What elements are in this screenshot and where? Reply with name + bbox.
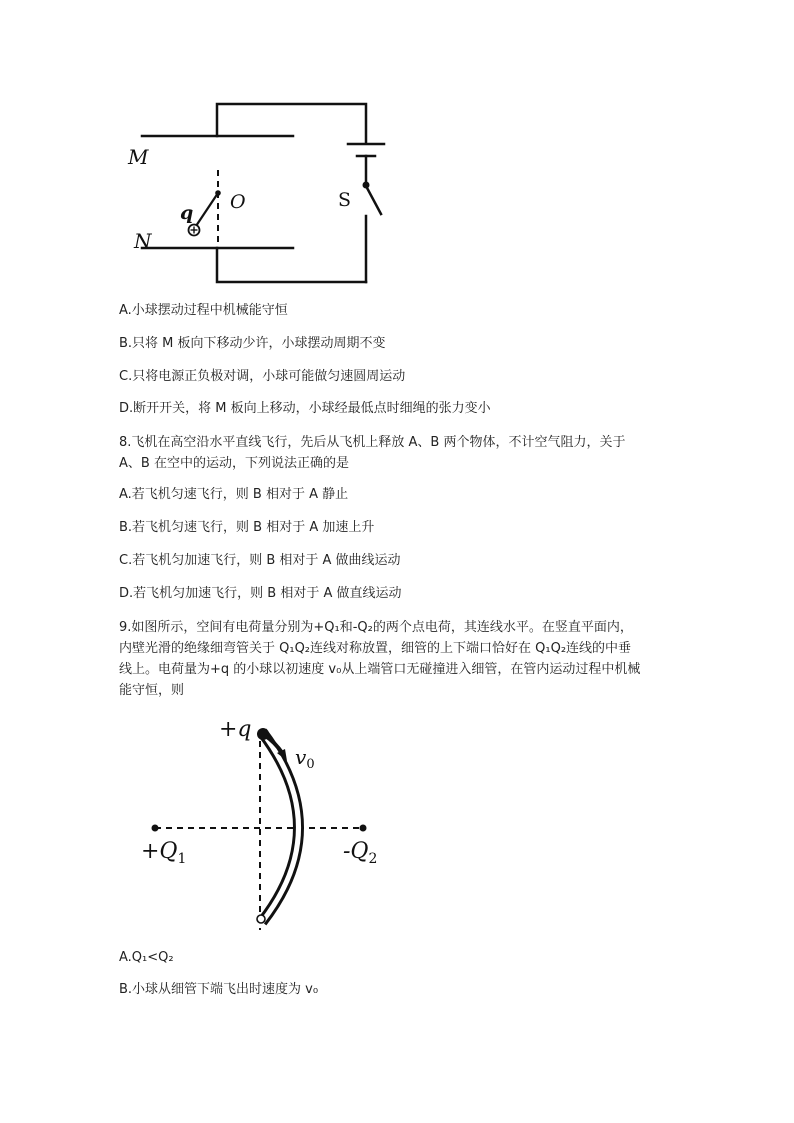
q7-option-a: A.小球摆动过程中机械能守恒: [119, 303, 288, 318]
q8-stem-line-1: 8.飞机在高空沿水平直线飞行，先后从飞机上释放 A、B 两个物体，不计空气阻力，关于: [119, 435, 626, 450]
q9-option-b: B.小球从细管下端飞出时速度为 v₀: [119, 982, 319, 997]
q8-stem-line-2: A、B 在空中的运动，下列说法正确的是: [119, 456, 349, 471]
label-plus-q: +q: [219, 717, 252, 742]
q7-option-c: C.只将电源正负极对调，小球可能做匀速圆周运动: [119, 369, 406, 384]
switch-blade: [366, 186, 381, 214]
switch-pivot: [363, 182, 370, 189]
q7-option-d: D.断开开关，将 M 板向上移动，小球经最低点时细绳的张力变小: [119, 401, 491, 416]
label-q: q: [180, 202, 194, 224]
tube-figure: [135, 712, 390, 937]
label-s: S: [338, 189, 352, 211]
label-o: O: [230, 191, 246, 213]
pendulum-string: [196, 193, 218, 226]
label-v0-sub: 0: [306, 757, 315, 772]
label-v0: v: [295, 745, 307, 769]
q9-stem: [119, 617, 679, 701]
q8-option-b: B.若飞机匀速飞行，则 B 相对于 A 加速上升: [119, 520, 375, 535]
charge-q2-point: [360, 825, 367, 832]
svg-text:v0: [295, 745, 315, 772]
label-q1: +Q: [141, 839, 178, 864]
q9-stem-line-1: 9.如图所示，空间有电荷量分别为+Q₁和-Q₂的两个点电荷，其连线水平。在竖直平面内，: [119, 620, 633, 635]
label-n: N: [134, 229, 152, 253]
charge-q1-point: [152, 825, 159, 832]
q9-stem-line-3: 线上。电荷量为+q 的小球以初速度 v₀从上端管口无碰撞进入细管，在管内运动过程中机械: [119, 662, 641, 677]
q8-option-a: A.若飞机匀速飞行，则 B 相对于 A 静止: [119, 487, 349, 502]
q8-stem: [119, 432, 679, 474]
label-q1-sub: 1: [177, 851, 187, 867]
wire-bottom: [217, 248, 366, 282]
circuit-figure: [118, 96, 408, 286]
label-q2: -Q: [343, 839, 369, 864]
svg-text:+Q1: [141, 839, 186, 867]
tube-lower-end: [257, 915, 265, 923]
q8-option-c: C.若飞机匀加速飞行，则 B 相对于 A 做曲线运动: [119, 553, 401, 568]
q7-option-b: B.只将 M 板向下移动少许，小球摆动周期不变: [119, 336, 386, 351]
q9-option-a: A.Q₁<Q₂: [119, 950, 174, 965]
q9-stem-line-2: 内壁光滑的绝缘细弯管关于 Q₁Q₂连线对称放置，细管的上下端口恰好在 Q₁Q₂连线的中垂: [119, 641, 632, 656]
label-q2-sub: 2: [368, 851, 378, 867]
svg-text:-Q2: [343, 839, 377, 867]
q8-option-d: D.若飞机匀加速飞行，则 B 相对于 A 做直线运动: [119, 586, 402, 601]
label-m: M: [128, 145, 149, 169]
q9-stem-line-4: 能守恒，则: [119, 683, 185, 698]
